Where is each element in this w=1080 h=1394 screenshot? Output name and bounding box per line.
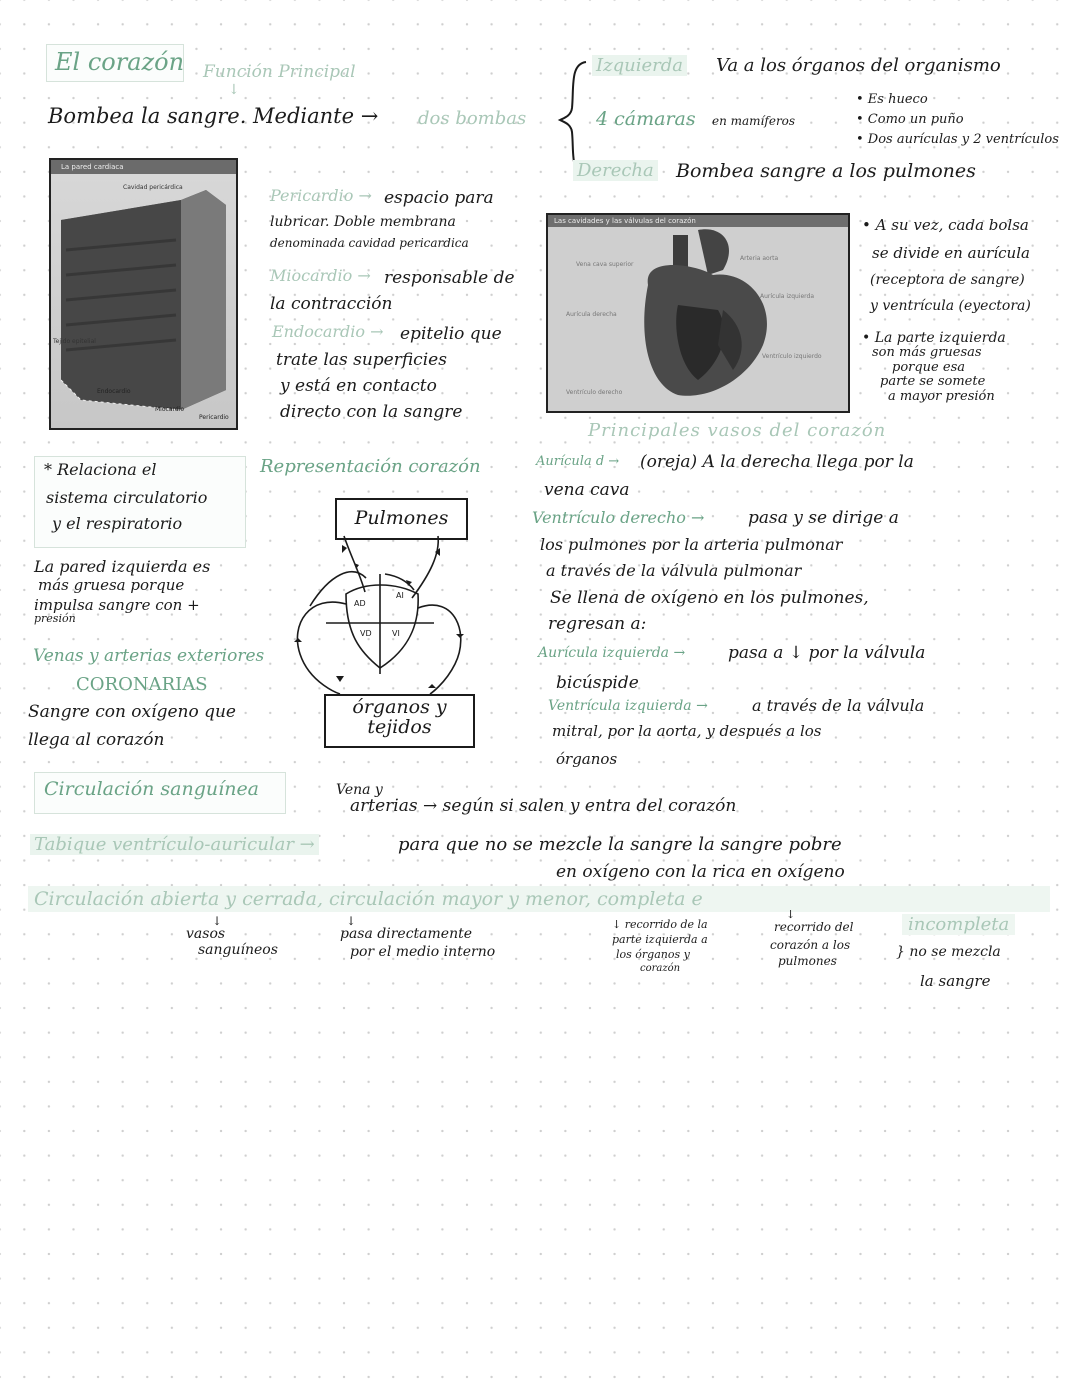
chamber-ai: AI — [396, 591, 404, 600]
page-title: El corazón — [55, 48, 185, 76]
endocardio-desc: directo con la sangre — [280, 402, 463, 422]
derecha-desc: Bombea sangre a los pulmones — [676, 160, 976, 182]
endocardio-term: Endocardio → — [272, 322, 384, 341]
izquierda-label: Izquierda — [592, 55, 687, 76]
en-mamiferos: en mamíferos — [712, 114, 796, 128]
organos-box — [324, 694, 475, 748]
menor-desc: recorrido del — [774, 920, 854, 934]
chamber-ad: AD — [354, 599, 366, 608]
corazon-label: Ventrículo derecho — [566, 389, 623, 396]
bolsa-note: (receptora de sangre) — [870, 272, 1025, 288]
heart-circulation-diagram — [280, 534, 480, 698]
flujo-text: mitral, por la aorta, y después a los — [552, 722, 822, 740]
mayor-desc: corazón — [640, 963, 681, 974]
mayor-desc: los órganos y — [616, 948, 690, 961]
abierta-desc: ↓ — [212, 914, 223, 928]
pared-izq-text: impulsa sangre con + — [34, 596, 200, 614]
venas-arterias: arterias → según si salen y entra del corazón — [350, 796, 737, 816]
flujo-term: Aurícula d → — [536, 454, 620, 469]
menor-desc: pulmones — [778, 954, 837, 968]
mayor-desc: parte izquierda a — [612, 933, 708, 946]
corazon-label: Arteria aorta — [740, 255, 779, 262]
abierta-desc: vasos — [186, 926, 226, 942]
pared-cardiaca-image — [49, 158, 238, 430]
flujo-text: pasa a ↓ por la válvula — [728, 643, 926, 663]
vasos-title: Principales vasos del corazón — [588, 420, 887, 441]
arrow-down-icon: ↓ — [228, 82, 240, 98]
izquierda-desc: Va a los órganos del organismo — [716, 55, 1001, 76]
flujo-term: Aurícula izquierda → — [538, 645, 686, 661]
corazon-label: Aurícula izquierda — [760, 293, 815, 300]
derecha-label: Derecha — [573, 160, 658, 181]
pulmones-label: Pulmones — [354, 507, 449, 529]
circulacion-title: Circulación sanguínea — [44, 778, 260, 800]
incompleta-label: incompleta — [902, 914, 1015, 935]
relaciona-text: * Relaciona el — [44, 460, 157, 479]
flujo-text: (oreja) A la derecha llega por la — [640, 452, 914, 472]
organos-label: tejidos — [367, 715, 432, 738]
pericardio-desc: lubricar. Doble membrana — [270, 214, 456, 230]
bolsa-note: se divide en aurícula — [872, 244, 1030, 262]
pericardio-term: Pericardio → — [270, 186, 372, 205]
abierta-desc: sanguíneos — [198, 942, 278, 958]
relaciona-text: y el respiratorio — [52, 514, 183, 533]
chamber-vd: VD — [360, 629, 372, 638]
endocardio-desc: y está en contacto — [280, 376, 437, 396]
organos-label: órganos y — [352, 696, 447, 718]
venas-arterias: Vena y — [336, 782, 383, 798]
miocardio-desc: responsable de — [384, 268, 515, 288]
endocardio-desc: epitelio que — [400, 324, 502, 344]
coronarias-label: CORONARIAS — [76, 674, 208, 695]
tabique-desc: en oxígeno con la rica en oxígeno — [556, 862, 845, 882]
pared-caption: La pared cardiaca — [61, 163, 124, 171]
cerrada-desc: pasa directamente — [340, 926, 473, 942]
izquierda-note: • La parte izquierda — [862, 330, 1006, 346]
cuatro-camaras: 4 cámaras — [596, 108, 696, 130]
pared-label: Cavidad pericárdica — [123, 184, 183, 191]
pared-izq-text: más gruesa porque — [38, 576, 185, 594]
pericardio-desc: espacio para — [384, 188, 494, 208]
camara-bullet: • Dos aurículas y 2 ventrículos — [856, 132, 1059, 147]
cerrada-desc: ↓ — [346, 914, 357, 928]
tabique-label: Tabique ventrículo-auricular → — [30, 834, 319, 855]
pericardio-desc: denominada cavidad pericardica — [270, 236, 469, 250]
venas-desc: Sangre con oxígeno que — [28, 702, 236, 722]
flujo-text: bicúspide — [556, 673, 639, 693]
venas-title: Venas y arterias exteriores — [33, 646, 265, 666]
pared-izq-text: presión — [34, 612, 76, 625]
miocardio-desc: la contracción — [270, 294, 393, 314]
flujo-text: Se llena de oxígeno en los pulmones, — [550, 588, 869, 608]
flujo-text: a través de la válvula — [752, 696, 925, 715]
flujo-text: órganos — [556, 750, 618, 768]
izquierda-note: parte se somete — [880, 374, 986, 389]
flujo-text: a través de la válvula pulmonar — [546, 561, 802, 580]
bombea-line: Bombea la sangre. Mediante → — [48, 104, 379, 128]
bolsa-note: • A su vez, cada bolsa — [862, 216, 1029, 234]
pared-label: Miocardio — [155, 406, 184, 413]
camara-bullet: • Como un puño — [856, 112, 964, 127]
flujo-text: pasa y se dirige a — [748, 508, 899, 528]
completa-desc: la sangre — [920, 972, 991, 990]
funcion-principal: Función Principal — [203, 62, 356, 82]
completa-desc: } no se mezcla — [896, 944, 1001, 960]
mayor-desc: ↓ recorrido de la — [612, 918, 708, 931]
corazon-image — [546, 213, 850, 413]
menor-desc: corazón a los — [770, 938, 851, 952]
flujo-term: Ventrículo derecho → — [532, 508, 705, 527]
dos-bombas: dos bombas — [418, 108, 527, 129]
izquierda-note: a mayor presión — [888, 389, 995, 404]
endocardio-desc: trate las superficies — [276, 350, 447, 370]
camara-bullet: • Es hueco — [856, 92, 928, 107]
corazon-caption: Las cavidades y las válvulas del corazón — [554, 217, 696, 225]
relaciona-text: sistema circulatorio — [46, 488, 208, 507]
izquierda-note: porque esa — [892, 360, 965, 375]
cerrada-desc: por el medio interno — [350, 944, 496, 960]
menor-desc: ↓ — [786, 908, 796, 921]
circulacion-tipos: Circulación abierta y cerrada, circulación mayor y menor, completa e — [28, 886, 1050, 912]
pared-label: Pericardio — [199, 414, 229, 421]
bolsa-note: y ventrícula (eyectora) — [870, 298, 1031, 314]
corazon-label: Aurícula derecha — [566, 311, 617, 318]
diagram-title: Representación corazón — [260, 456, 481, 477]
pared-label: Endocardio — [97, 388, 131, 395]
venas-desc: llega al corazón — [28, 730, 165, 750]
pared-izq-text: La pared izquierda es — [34, 557, 211, 576]
chamber-vi: VI — [392, 629, 400, 638]
flujo-text: regresan a: — [548, 614, 647, 634]
pared-label: Tejido epitelial — [53, 338, 96, 345]
miocardio-term: Miocardio → — [270, 266, 371, 285]
tabique-desc: para que no se mezcle la sangre la sangre pobre — [398, 834, 842, 855]
flujo-text: los pulmones por la arteria pulmonar — [540, 535, 843, 554]
flujo-text: vena cava — [544, 480, 630, 500]
corazon-label: Ventrículo izquierdo — [762, 353, 822, 360]
izquierda-note: son más gruesas — [872, 345, 982, 360]
flujo-term: Ventrícula izquierda → — [548, 698, 708, 714]
corazon-label: Vena cava superior — [576, 261, 634, 268]
